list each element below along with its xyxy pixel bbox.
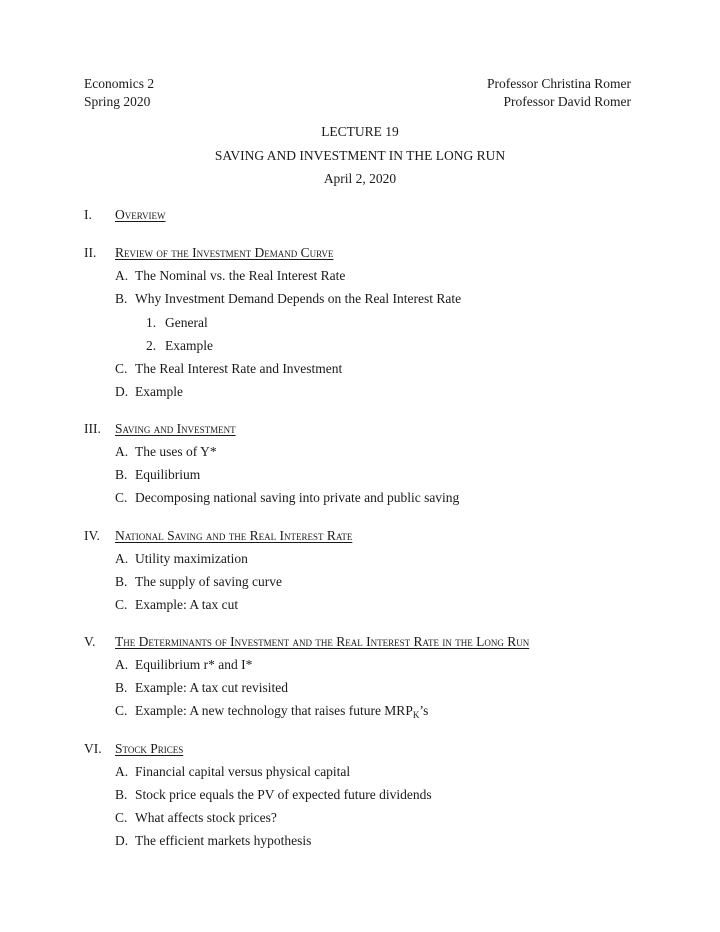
course-term: Spring 2020 [84, 94, 151, 109]
item-label: A. [115, 551, 129, 566]
subitem-label: 1. [146, 315, 157, 330]
outline-item [115, 764, 350, 780]
item-text: Example: A tax cut revisited [135, 680, 288, 695]
outline-item [115, 597, 238, 613]
item-label: C. [115, 810, 128, 825]
item-label: C. [115, 597, 128, 612]
section-numeral: III. [84, 421, 101, 436]
item-text: What affects stock prices? [135, 810, 277, 825]
item-text: Example [135, 384, 183, 399]
section-numeral: V. [84, 634, 96, 649]
section-title: Stock Prices [115, 741, 184, 756]
section-numeral: II. [84, 245, 97, 260]
subitem-text: Example [165, 338, 213, 353]
item-text: Decomposing national saving into private and public saving [135, 490, 460, 505]
outline-item [115, 703, 428, 720]
item-label: B. [115, 680, 128, 695]
item-text: Example: A tax cut [135, 597, 239, 612]
item-label: B. [115, 787, 128, 802]
item-label: B. [115, 291, 128, 306]
section-numeral: I. [84, 207, 92, 222]
item-text: Utility maximization [135, 551, 248, 566]
outline-item [115, 384, 183, 400]
subitem-label: 2. [146, 338, 157, 353]
item-label: C. [115, 703, 128, 718]
item-label: A. [115, 764, 129, 779]
subitem-text: General [165, 315, 208, 330]
outline-item [115, 291, 461, 307]
outline-subitem [146, 315, 208, 331]
outline-item [115, 680, 288, 696]
section-title: Overview [115, 207, 166, 222]
lecture-date: April 2, 2020 [323, 171, 397, 186]
item-label: D. [115, 833, 129, 848]
item-text: Financial capital versus physical capital [135, 764, 351, 779]
item-label: A. [115, 268, 129, 283]
outline-item [115, 833, 311, 849]
item-label: D. [115, 384, 129, 399]
outline-item [115, 574, 282, 590]
outline-subitem [146, 338, 213, 354]
item-label: C. [115, 490, 128, 505]
section-title: Review of the Investment Demand Curve [115, 245, 334, 260]
item-text: Why Investment Demand Depends on the Real Interest Rate [135, 291, 462, 306]
item-label: A. [115, 444, 129, 459]
outline-item [115, 810, 277, 826]
section-numeral: VI. [84, 741, 102, 756]
outline-item [115, 268, 345, 284]
lecture-title: SAVING AND INVESTMENT IN THE LONG RUN [214, 148, 506, 163]
item-text: Stock price equals the PV of expected future dividends [135, 787, 432, 802]
course-info [84, 75, 154, 111]
outline-item [115, 361, 342, 377]
section-title: National Saving and the Real Interest Rate [115, 528, 353, 543]
professor-name: Professor David Romer [503, 94, 631, 109]
item-text: Equilibrium [135, 467, 201, 482]
outline-item [115, 657, 252, 673]
item-text: The supply of saving curve [135, 574, 282, 589]
item-text: The Nominal vs. the Real Interest Rate [135, 268, 346, 283]
outline-item [115, 467, 200, 483]
outline-item [115, 490, 459, 506]
outline-item [115, 444, 217, 460]
item-label: C. [115, 361, 128, 376]
section-numeral: IV. [84, 528, 100, 543]
course-name: Economics 2 [84, 76, 155, 91]
instructor-info [487, 75, 631, 111]
item-text: The Real Interest Rate and Investment [135, 361, 343, 376]
outline-item [115, 787, 432, 803]
item-suffix: ’s [419, 703, 429, 718]
item-text: Example: A new technology that raises future MRP [135, 703, 413, 718]
item-text: Equilibrium r* and I* [135, 657, 253, 672]
item-label: B. [115, 467, 128, 482]
section-title: Saving and Investment [115, 421, 236, 436]
professor-name: Professor Christina Romer [487, 76, 631, 91]
item-label: A. [115, 657, 129, 672]
subscript-k: K [412, 710, 420, 720]
item-label: B. [115, 574, 128, 589]
section-title: The Determinants of Investment and the Real Interest Rate in the Long Run [115, 634, 530, 649]
item-text: The uses of Y* [135, 444, 217, 459]
outline-item [115, 551, 248, 567]
lecture-number: LECTURE 19 [321, 124, 399, 139]
item-text: The efficient markets hypothesis [135, 833, 312, 848]
